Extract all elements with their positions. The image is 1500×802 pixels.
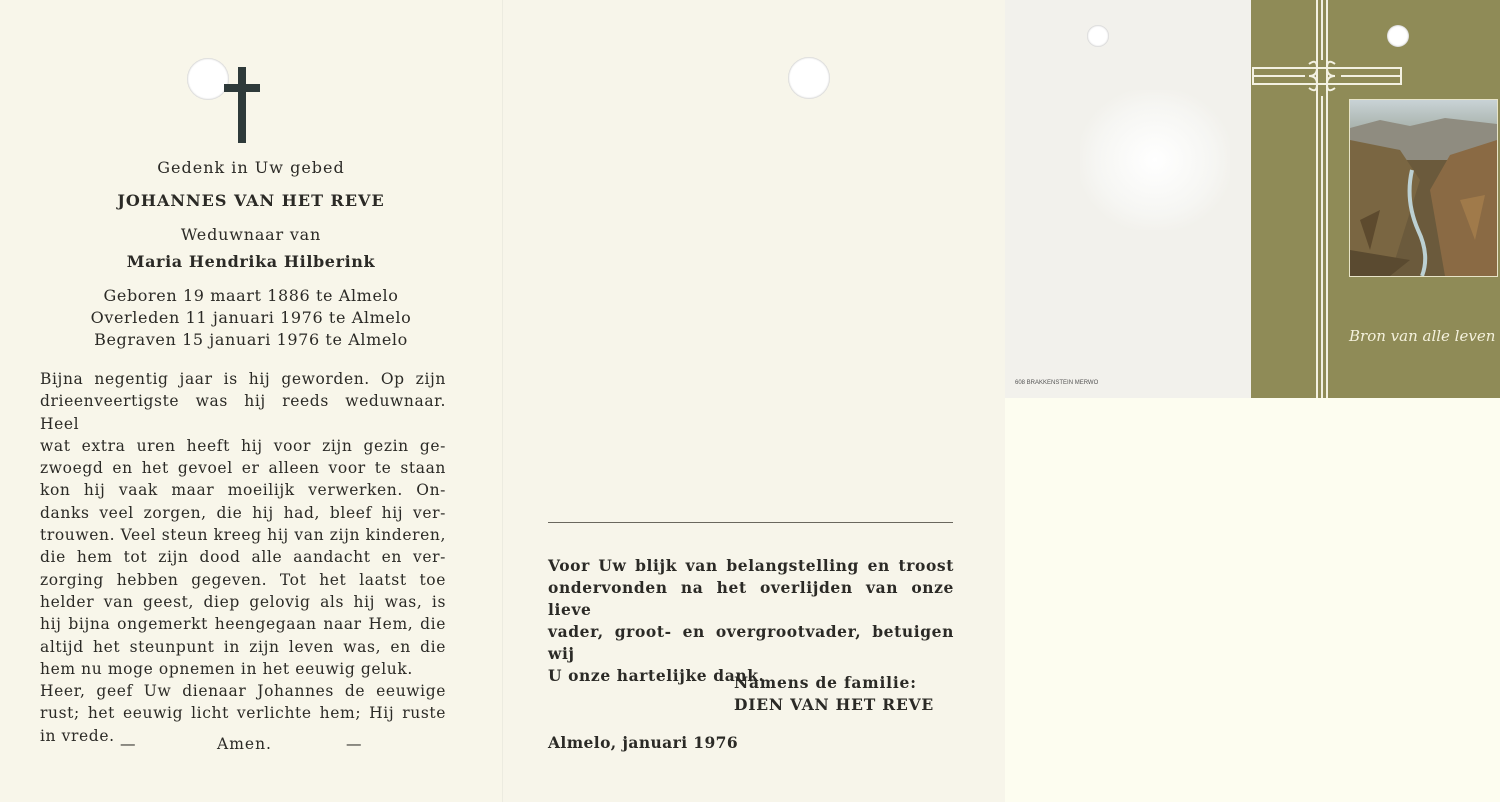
spouse-name: Maria Hendrika Hilberink	[126, 252, 376, 271]
punch-hole	[1087, 25, 1109, 47]
dash-left: —	[120, 735, 136, 753]
death-line: Overleden 11 januari 1976 te Almelo	[90, 308, 412, 327]
verse-line: danks veel zorgen, die hij had, bleef hij ver-	[40, 503, 446, 522]
memorial-verse	[40, 368, 446, 747]
verse-line: hij bijna ongemerkt heengegaan naar Hem, die	[40, 615, 446, 634]
thanks-line: U onze hartelijke dank.	[548, 666, 765, 685]
burial-line: Begraven 15 januari 1976 te Almelo	[94, 330, 408, 349]
dash-right: —	[346, 735, 362, 753]
deceased-name: JOHANNES VAN HET REVE	[117, 191, 385, 210]
intro-line: Gedenk in Uw gebed	[157, 158, 345, 177]
landscape-photo	[1349, 99, 1498, 277]
embossed-relief	[1080, 90, 1230, 230]
blank-area	[1005, 398, 1500, 802]
verse-line: wat extra uren heeft hij voor zijn gezin ge-	[40, 436, 446, 455]
verse-line: die hem tot zijn dood alle aandacht en ver-	[40, 548, 446, 567]
thanks-line: vader, groot- en overgrootvader, betuigen wij	[548, 622, 954, 663]
verse-line: trouwen. Veel steun kreeg hij van zijn kinderen,	[40, 526, 446, 545]
thanks-line: Voor Uw blijk van belangstelling en troost	[548, 556, 954, 575]
verse-line: drieenveertigste was hij reeds weduwnaar. Heel	[40, 392, 446, 433]
verse-line: kon hij vaak maar moeilijk verwerken. On-	[40, 481, 446, 500]
place-date: Almelo, januari 1976	[548, 733, 739, 752]
amen-text: Amen.	[217, 735, 272, 753]
family-signature	[734, 672, 934, 716]
printer-mark: 608 BRAKKENSTEIN MERWO	[1015, 380, 1099, 386]
divider-line	[548, 522, 953, 523]
widower-label: Weduwnaar van	[180, 225, 322, 244]
verse-line: zwoegd en het gevoel er alleen voor te staan	[40, 459, 446, 478]
verse-line: hem nu moge opnemen in het eeuwig geluk.	[40, 659, 413, 678]
verse-line: Bijna negentig jaar is hij geworden. Op zijn	[40, 370, 446, 388]
verse-line: altijd het steunpunt in zijn leven was, en die	[40, 637, 446, 656]
punch-hole	[788, 57, 830, 99]
verse-line: in vrede.	[40, 726, 115, 745]
family-label: Namens de familie:	[734, 673, 917, 692]
thanks-line: ondervonden na het overlijden van onze lieve	[548, 578, 954, 619]
verse-line: rust; het eeuwig licht verlichte hem; Hij ruste	[40, 704, 446, 723]
verse-line: Heer, geef Uw dienaar Johannes de eeuwige	[40, 682, 446, 701]
thank-you-note	[548, 555, 954, 687]
family-name: DIEN VAN HET REVE	[734, 695, 935, 714]
verse-line: zorging hebben gegeven. Tot het laatst toe	[40, 570, 446, 589]
cover-caption: Bron van alle leven	[1349, 327, 1496, 345]
memorial-card-inside-left	[0, 0, 502, 802]
verse-line: helder van geest, diep gelovig als hij was, is	[40, 592, 446, 611]
cross-icon	[222, 67, 262, 143]
birth-line: Geboren 19 maart 1886 te Almelo	[103, 286, 399, 305]
